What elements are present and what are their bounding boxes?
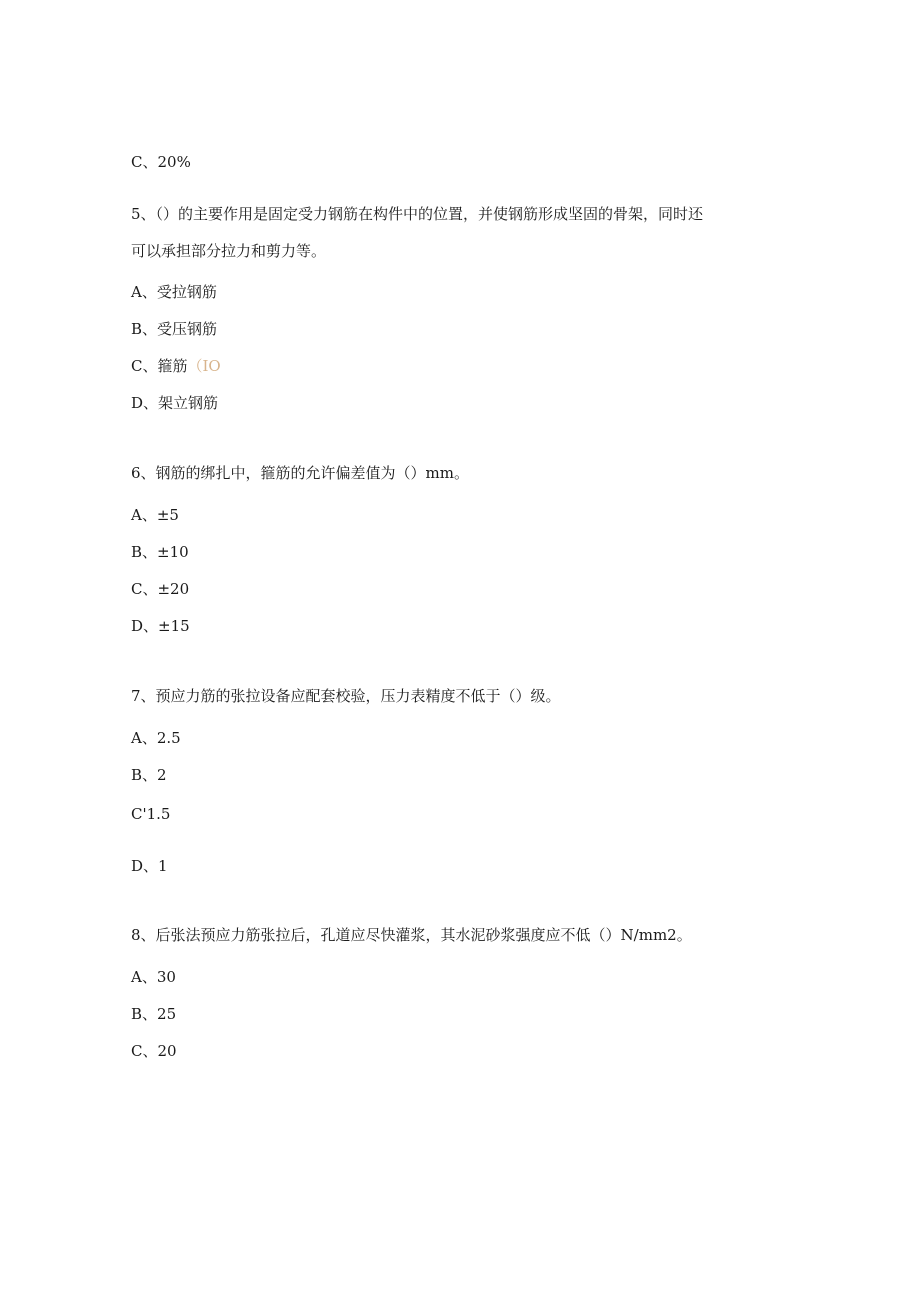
- q7-option-c: C'1.5: [131, 805, 171, 823]
- q6-stem: 6、钢筋的绑扎中，箍筋的允许偏差值为（）mm。: [131, 464, 469, 482]
- q5-option-d: D、架立钢筋: [131, 394, 219, 412]
- q7-option-b: B、2: [131, 766, 167, 784]
- q6-option-a: A、±5: [131, 506, 179, 524]
- q5-option-a: A、受拉钢筋: [131, 283, 217, 301]
- q4-option-c: C、20%: [131, 153, 191, 171]
- q7-option-a: A、2.5: [131, 729, 181, 747]
- q6-option-c: C、±20: [131, 580, 190, 598]
- q6-option-d: D、±15: [131, 617, 190, 635]
- q8-stem: 8、后张法预应力筋张拉后，孔道应尽快灌浆，其水泥砂浆强度应不低（）N/mm2。: [131, 926, 692, 944]
- q5-option-c-label: C、箍筋: [131, 357, 188, 375]
- q5-stem-line2: 可以承担部分拉力和剪力等。: [131, 242, 327, 260]
- q5-option-c: [131, 356, 221, 376]
- q5-option-c-annotation: （IO: [187, 357, 221, 375]
- q8-option-c: C、20: [131, 1042, 177, 1060]
- q7-option-d: D、1: [131, 857, 168, 875]
- q8-option-a: A、30: [131, 968, 176, 986]
- q5-option-b: B、受压钢筋: [131, 320, 218, 338]
- q8-option-b: B、25: [131, 1005, 177, 1023]
- q7-stem: 7、预应力筋的张拉设备应配套校验，压力表精度不低于（）级。: [131, 687, 561, 705]
- q6-option-b: B、±10: [131, 543, 189, 561]
- q5-stem-line1: 5、（）的主要作用是固定受力钢筋在构件中的位置，并使钢筋形成坚固的骨架，同时还: [131, 205, 704, 223]
